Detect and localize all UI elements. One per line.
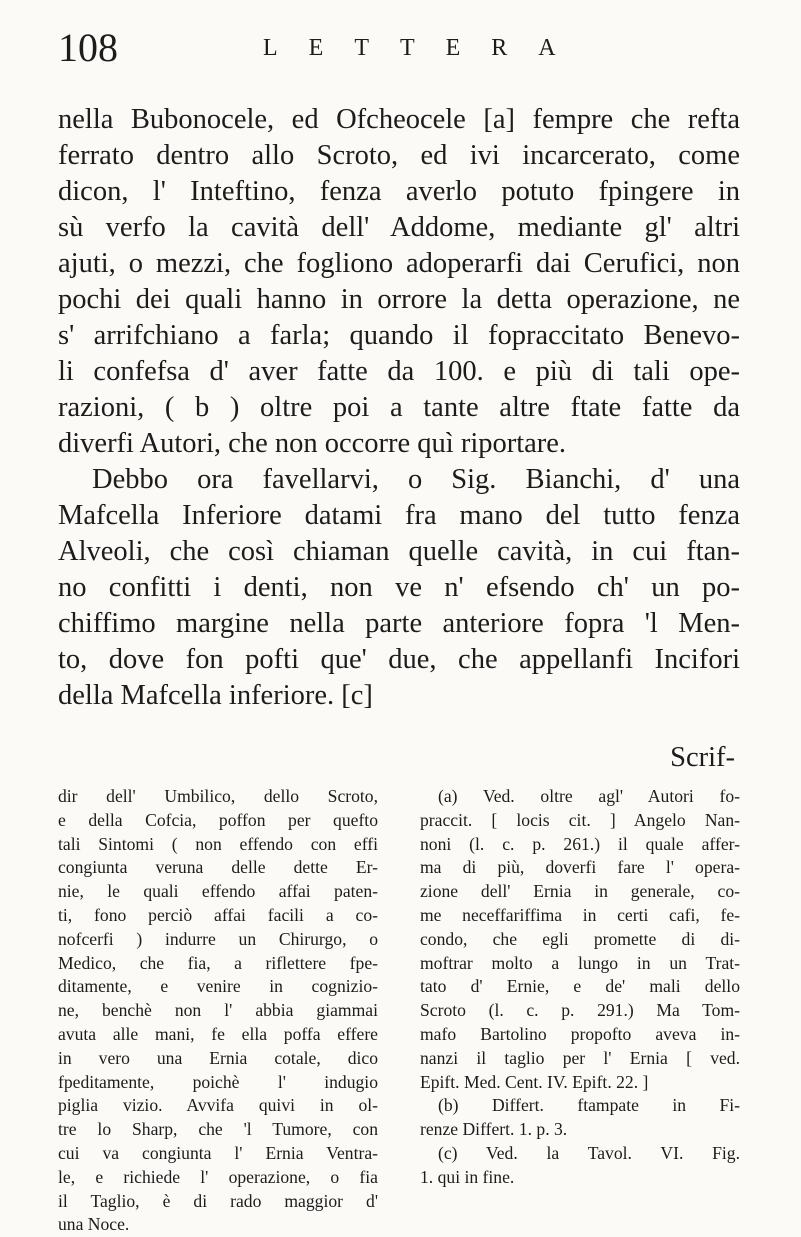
footnote-line: tali Sintomi ( non effendo con effi — [58, 833, 378, 854]
footnote-a-line: me neceffariffima in certi cafi, fe- — [420, 904, 740, 925]
main-text-line: Mafcella Inferiore datami fra mano del tutto fenza — [58, 500, 740, 531]
main-text-line: s' arrifchiano a farla; quando il fopraccitato Benevo- — [58, 320, 740, 351]
footnote-a-line: noni (l. c. p. 261.) il quale affer- — [420, 833, 740, 854]
footnote-a-line: mafo Bartolino propofto aveva in- — [420, 1023, 740, 1044]
main-text-line: della Mafcella inferiore. [c] — [58, 680, 373, 711]
footnote-a-line: tato d' Ernie, e de' mali dello — [420, 976, 740, 997]
main-text-line: li confefsa d' aver fatte da 100. e più di tali ope- — [58, 356, 740, 387]
footnote-line: ditamente, e venire in cognizio- — [58, 976, 378, 997]
footnote-line: nie, le quali effendo affai paten- — [58, 881, 378, 902]
page-header — [58, 25, 698, 70]
footnote-a-line: Epift. Med. Cent. IV. Epift. 22. ] — [420, 1071, 649, 1092]
footnote-b-line: renze Differt. 1. p. 3. — [420, 1119, 568, 1140]
main-text-line: to, dove fon pofti que' due, che appellanfi Incifori — [58, 644, 740, 675]
main-text-line: diverfi Autori, che non occorre quì riportare. — [58, 428, 567, 459]
footnote-a-line: condo, che egli promette di di- — [420, 928, 740, 949]
footnote-a-line: ma di più, doverfi fare l' opera- — [420, 857, 740, 878]
footnote-line: una Noce. — [58, 1214, 130, 1235]
footnote-a-line: nanzi il taglio per l' Ernia [ ved. — [420, 1047, 740, 1068]
main-text-block — [58, 102, 740, 714]
main-text-line: sù verfo la cavità dell' Addome, mediante gl' altri — [58, 212, 740, 243]
footnote-line: fpeditamente, poichè l' indugio — [58, 1071, 378, 1092]
footnote-b-line: (b) Differt. ftampate in Fi- — [438, 1095, 740, 1116]
footnote-line: il Taglio, è di rado maggior d' — [58, 1190, 378, 1211]
running-head: LETTERA — [263, 35, 587, 61]
footnote-line: ne, benchè non l' abbia giammai — [58, 1000, 378, 1021]
footnote-line: nofcerfi ) indurre un Chirurgo, o — [58, 928, 378, 949]
main-text-line: ajuti, o mezzi, che fogliono adoperarfi dai Cerufici, non — [58, 248, 740, 279]
footnote-line: piglia vizio. Avvifa quivi in ol- — [58, 1095, 378, 1116]
main-text-line: Alveoli, che così chiaman quelle cavità, in cui ftan- — [58, 536, 740, 567]
main-text-line: chiffimo margine nella parte anteriore fopra 'l Men- — [58, 608, 740, 639]
footnote-c-line: (c) Ved. la Tavol. VI. Fig. — [438, 1142, 740, 1163]
footnote-a-line: (a) Ved. oltre agl' Autori fo- — [438, 786, 740, 806]
main-text-line: pochi dei quali hanno in orrore la detta operazione, ne — [58, 284, 740, 315]
footnote-column-left — [58, 785, 378, 1237]
catchword: Scrif- — [670, 742, 735, 773]
footnote-line: in vero una Ernia cotale, dico — [58, 1047, 378, 1068]
footnote-line: cui va congiunta l' Ernia Ventra- — [58, 1142, 378, 1163]
footnote-line: Medico, che fia, a riflettere fpe- — [58, 952, 378, 973]
main-text-line: ferrato dentro allo Scroto, ed ivi incarcerato, come — [58, 140, 740, 171]
footnote-line: avuta alle mani, fe ella poffa effere — [58, 1023, 378, 1044]
main-text-line: razioni, ( b ) oltre poi a tante altre ftate fatte da — [58, 392, 740, 423]
footnote-line: dir dell' Umbilico, dello Scroto, — [58, 786, 378, 806]
footnote-a-line: moftrar molto a lungo in un Trat- — [420, 952, 740, 973]
main-text-line: nella Bubonocele, ed Ofcheocele [a] fempre che refta — [58, 104, 740, 135]
footnote-column-right — [420, 785, 740, 1190]
footnote-a-line: Scroto (l. c. p. 291.) Ma Tom- — [420, 1000, 740, 1021]
footnote-line: tre lo Sharp, che 'l Tumore, con — [58, 1119, 378, 1140]
footnote-c-line: 1. qui in fine. — [420, 1166, 515, 1187]
footnote-line: ti, fono perciò affai facili a co- — [58, 904, 378, 925]
footnote-a-line: praccit. [ locis cit. ] Angelo Nan- — [420, 809, 740, 830]
footnote-a-line: zione dell' Ernia in generale, co- — [420, 881, 740, 902]
page-number: 108 — [58, 25, 118, 70]
main-text-line: dicon, l' Inteftino, fenza averlo potuto fpingere in — [58, 176, 740, 207]
footnote-line: le, e richiede l' operazione, o fia — [58, 1166, 378, 1187]
footnote-line: congiunta veruna delle dette Er- — [58, 857, 378, 878]
main-text-line: no confitti i denti, non ve n' efsendo ch' un po- — [58, 572, 740, 603]
footnote-line: e della Cofcia, poffon per quefto — [58, 809, 378, 830]
main-text-line: Debbo ora favellarvi, o Sig. Bianchi, d' una — [92, 464, 740, 495]
